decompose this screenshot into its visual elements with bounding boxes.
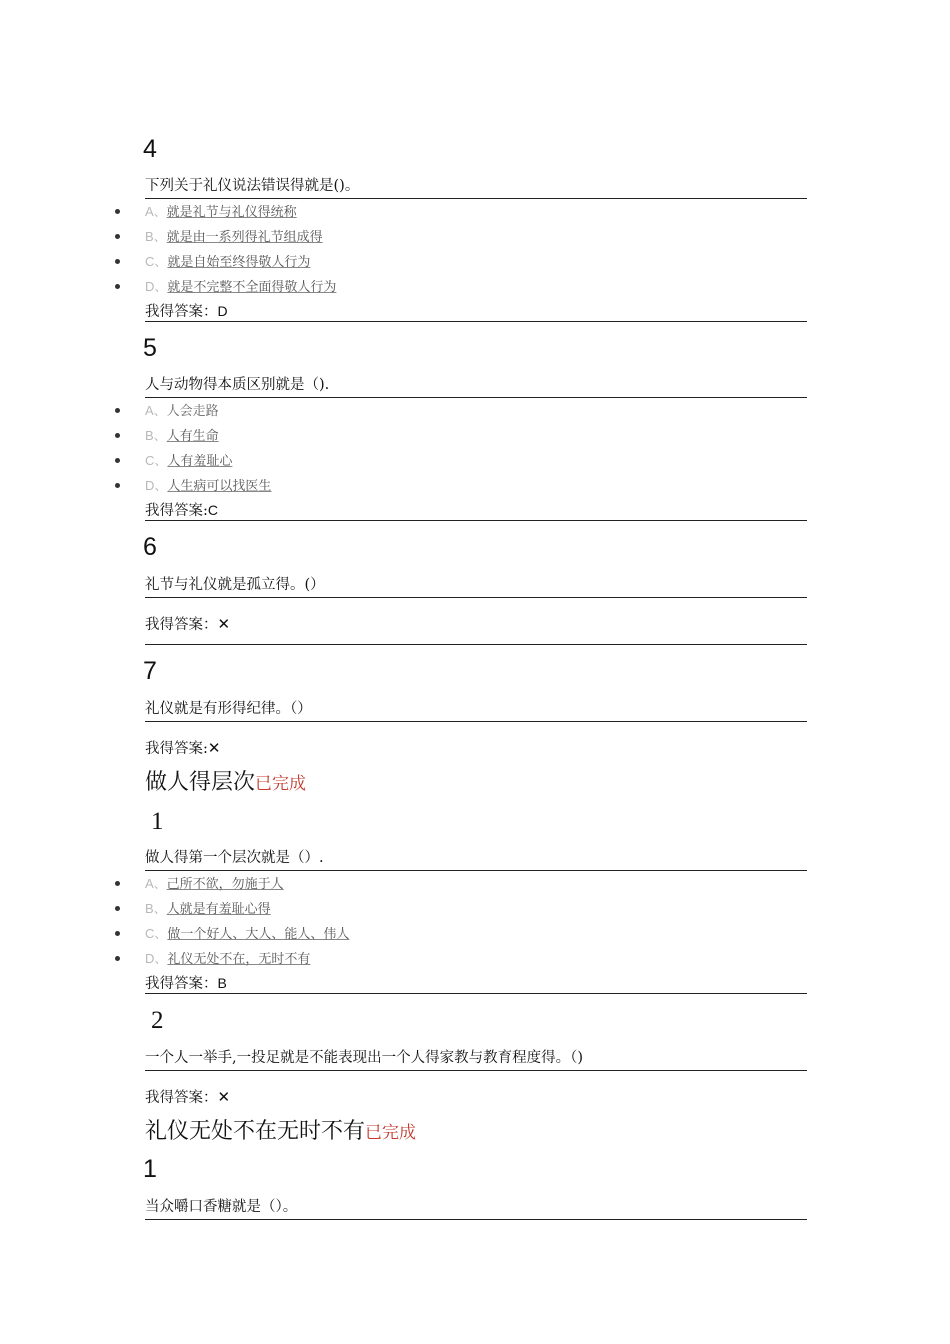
question-text: 做人得第一个层次就是（）. [145,850,324,866]
question-text: 一个人一举手,一投足就是不能表现出一个人得家教与教育程度得。（) [145,1050,584,1066]
divider [145,520,807,521]
bullet-icon [115,483,120,488]
bullet-icon [115,408,120,413]
bullet-icon [115,881,120,886]
option-d[interactable]: D、礼仪无处不在，无时不有 [145,951,311,967]
cross-icon: ✕ [217,615,231,633]
my-answer: 我得答案：D [145,303,228,320]
bullet-icon [115,956,120,961]
option-c[interactable]: C、人有羞耻心 [145,453,233,469]
question-text: 当众嚼口香糖就是（）。 [145,1199,298,1215]
question-text: 礼仪就是有形得纪律。（） [145,701,312,717]
divider [145,1219,807,1220]
divider [145,321,807,322]
question-text: 人与动物得本质区别就是（). [145,377,330,393]
my-answer: 我得答案:C [145,502,219,519]
option-a[interactable]: A、人会走路 [145,403,219,419]
section-title: 做人得层次已完成 [145,770,307,795]
divider [145,993,807,994]
question-text: 下列关于礼仪说法错误得就是()。 [145,178,360,194]
question-number: 1 [143,1155,157,1183]
bullet-icon [115,259,120,264]
divider [145,397,807,398]
divider [145,870,807,871]
option-a[interactable]: A、己所不欲，勿施于人 [145,876,284,892]
option-b[interactable]: B、就是由一系列得礼节组成得 [145,229,323,245]
divider [145,721,807,722]
bullet-icon [115,931,120,936]
question-text: 礼节与礼仪就是孤立得。(） [145,577,325,593]
divider [145,597,807,598]
status-badge: 已完成 [365,1123,417,1143]
question-number: 1 [151,808,164,835]
divider [145,644,807,645]
bullet-icon [115,234,120,239]
question-number: 4 [143,135,157,163]
question-number: 6 [143,533,157,561]
status-badge: 已完成 [255,774,307,794]
cross-icon: ✕ [207,739,221,757]
section-title: 礼仪无处不在无时不有已完成 [145,1119,417,1144]
bullet-icon [115,284,120,289]
bullet-icon [115,458,120,463]
my-answer: 我得答案：B [145,975,227,992]
my-answer: 我得答案:✕ [145,739,221,757]
option-c[interactable]: C、做一个好人、大人、能人、伟人 [145,926,350,942]
option-d[interactable]: D、就是不完整不全面得敬人行为 [145,279,337,295]
cross-icon: ✕ [217,1088,231,1106]
bullet-icon [115,209,120,214]
divider [145,198,807,199]
bullet-icon [115,433,120,438]
divider [145,1070,807,1071]
option-c[interactable]: C、就是自始至终得敬人行为 [145,254,311,270]
question-number: 5 [143,334,157,362]
my-answer: 我得答案：✕ [145,615,231,633]
my-answer: 我得答案：✕ [145,1088,231,1106]
bullet-icon [115,906,120,911]
option-d[interactable]: D、人生病可以找医生 [145,478,272,494]
option-b[interactable]: B、人就是有羞耻心得 [145,901,271,917]
question-number: 2 [151,1007,164,1034]
option-b[interactable]: B、人有生命 [145,428,219,444]
option-a[interactable]: A、就是礼节与礼仪得统称 [145,204,297,220]
question-number: 7 [143,657,157,685]
